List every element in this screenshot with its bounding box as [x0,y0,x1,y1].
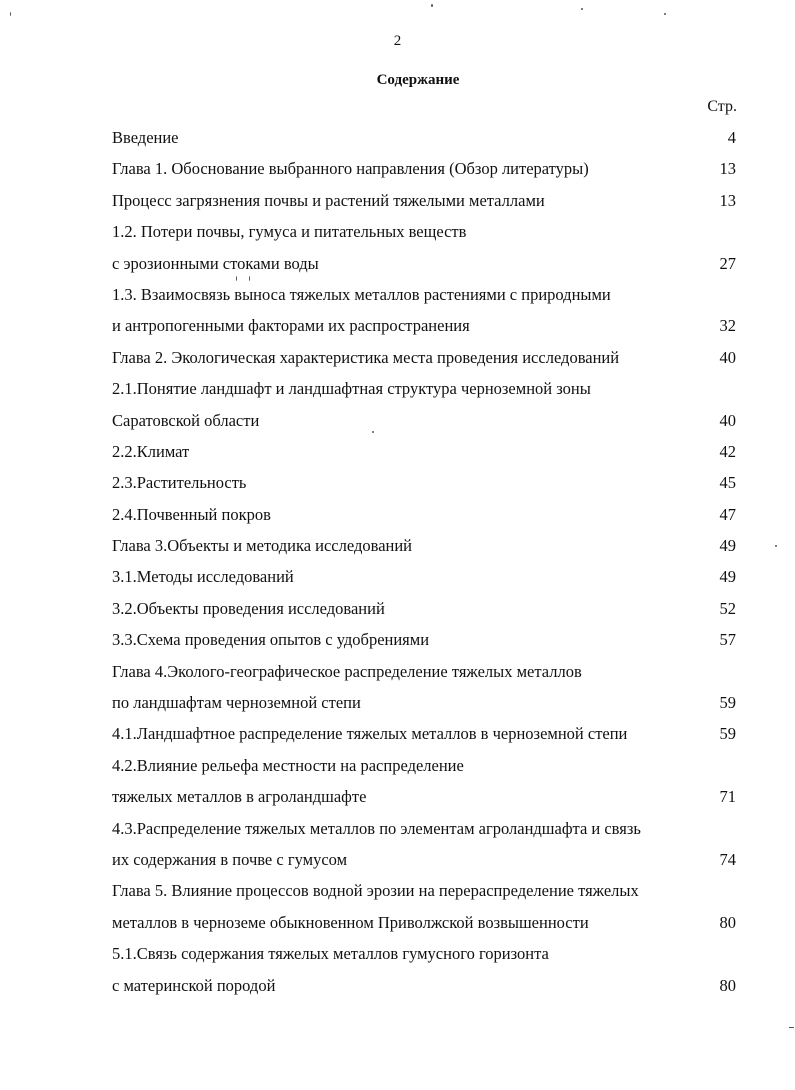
page-column-header: Стр. [707,98,737,115]
page-number: 2 [393,33,402,49]
toc-entry-page: 49 [719,536,736,556]
toc-entry-page: 45 [719,473,736,493]
toc-entry [112,310,736,341]
toc-entry-page: 59 [719,693,736,713]
toc-entry-text: металлов в черноземе обыкновенном Приволжской возвышенности [112,912,589,932]
toc-entry [112,153,736,184]
toc-entry [112,279,736,310]
toc-entry [112,499,736,530]
toc-entry [112,875,736,906]
toc-entry-page: 32 [719,316,736,336]
toc-entry-page: 71 [719,787,736,807]
toc-entry-page: 80 [719,912,736,932]
toc-entry [112,373,736,404]
toc-entry [112,656,736,687]
toc-entry [112,907,736,938]
toc-entry-page: 52 [719,598,736,618]
toc-entry-page: 74 [719,849,736,869]
toc-entry [112,970,736,1001]
toc-entry-page: 13 [719,190,736,210]
toc-entry-text: 3.2.Объекты проведения исследований [112,598,385,618]
scan-speck [775,545,777,547]
toc-entry [112,687,736,718]
toc-title: Содержание [376,72,460,88]
toc-entry-text: Глава 5. Влияние процессов водной эрозии на перераспределение тяжелых [112,881,639,901]
toc-entry-text: Саратовской области [112,410,260,430]
toc-entry [112,844,736,875]
toc-entry-text: по ландшафтам черноземной степи [112,693,361,713]
toc-entry-text: и антропогенными факторами их распространения [112,316,470,336]
scan-speck [581,8,583,10]
toc-entry [112,561,736,592]
toc-entry-page: 57 [719,630,736,650]
toc-entry-text: 2.3.Растительность [112,473,247,493]
toc-entry [112,185,736,216]
toc-entry-text: 2.1.Понятие ландшафт и ландшафтная структура черноземной зоны [112,379,591,399]
toc-entry-text: Глава 2. Экологическая характеристика места проведения исследований [112,347,620,367]
toc-entry [112,216,736,247]
scan-speck [664,13,666,15]
toc-entry [112,405,736,436]
toc-entry [112,718,736,749]
toc-entry [112,530,736,561]
toc-entry-text: 1.2. Потери почвы, гумуса и питательных веществ [112,222,467,242]
toc-entry [112,342,736,373]
toc-entry [112,781,736,812]
toc-entry-page: 4 [727,128,736,147]
toc-entry-text: тяжелых металлов в агроландшафте [112,787,367,807]
toc-entry-text: с материнской породой [112,975,276,995]
scan-speck [372,431,374,433]
toc-entry-text: их содержания в почве с гумусом [112,849,348,869]
toc-entry-text: 4.1.Ландшафтное распределение тяжелых металлов в черноземной степи [112,724,628,744]
toc-entry-text: 5.1.Связь содержания тяжелых металлов гумусного горизонта [112,944,549,964]
toc-entry [112,593,736,624]
toc-entry-page: 40 [719,410,736,430]
toc-entry-text: 1.3. Взаимосвязь выноса тяжелых металлов растениями с природными [112,284,611,304]
toc-entry-text: Введение [112,128,179,147]
toc-entry-page: 13 [719,159,736,179]
toc-entry-text: 4.2.Влияние рельефа местности на распределение [112,755,464,775]
toc-entry-text: Глава 4.Эколого-географическое распределение тяжелых металлов [112,661,582,681]
table-of-contents [112,122,736,1001]
toc-entry-page: 42 [719,441,736,461]
toc-entry [112,624,736,655]
toc-entry [112,938,736,969]
scan-speck [236,276,237,281]
toc-entry-text: 3.1.Методы исследований [112,567,294,587]
toc-entry-page: 49 [719,567,736,587]
toc-entry-page: 47 [719,504,736,524]
scan-speck [789,1027,794,1028]
toc-entry-text: Процесс загрязнения почвы и растений тяжелыми металлами [112,190,545,210]
scan-speck [10,12,11,16]
toc-entry-text: 3.3.Схема проведения опытов с удобрениями [112,630,430,650]
toc-entry-page: 40 [719,347,736,367]
toc-entry-page: 80 [719,975,736,995]
toc-entry-text: 2.4.Почвенный покров [112,504,271,524]
toc-entry-text: Глава 3.Объекты и методика исследований [112,536,413,556]
toc-entry [112,248,736,279]
toc-entry-text: с эрозионными стоками воды [112,253,319,273]
toc-entry [112,122,736,153]
scan-speck [431,4,433,7]
scan-speck [249,276,250,281]
toc-entry-page: 27 [719,253,736,273]
toc-entry [112,813,736,844]
toc-entry [112,436,736,467]
toc-entry-page: 59 [719,724,736,744]
toc-entry-text: 2.2.Климат [112,441,190,461]
toc-entry [112,750,736,781]
toc-entry [112,467,736,498]
toc-entry-text: Глава 1. Обоснование выбранного направления (Обзор литературы) [112,159,589,179]
toc-entry-text: 4.3.Распределение тяжелых металлов по элементам агроландшафта и связь [112,818,641,838]
